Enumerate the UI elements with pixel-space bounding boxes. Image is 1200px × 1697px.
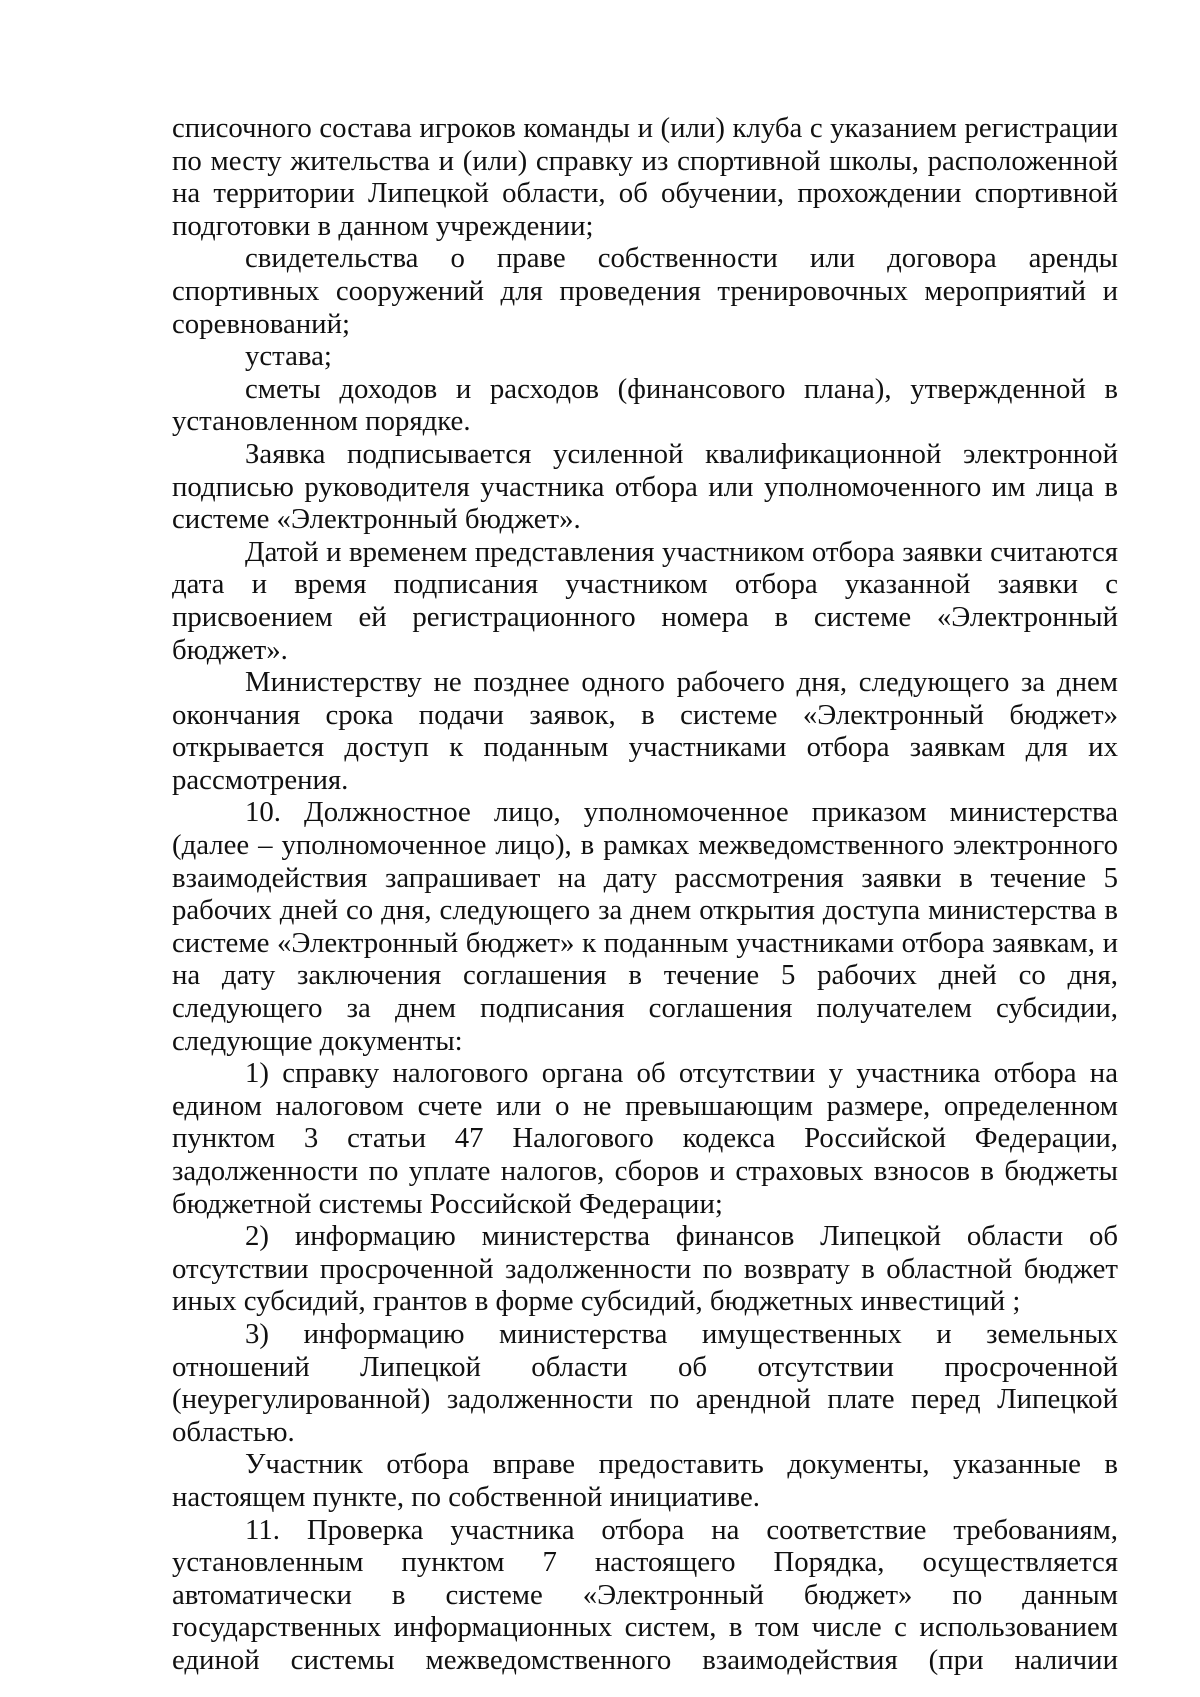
paragraph: 2) информацию министерства финансов Липецкой области об отсутствии просроченной задолженности по возврату в областной бюджет иных субсидий, грантов в форме субсидий, бюджетных инвестиций ; [172, 1220, 1118, 1318]
paragraph: Датой и временем представления участником отбора заявки считаются дата и время подписания участником отбора указанной заявки с присвоением ей регистрационного номера в системе «Электронный бюджет». [172, 535, 1118, 666]
paragraph: списочного состава игроков команды и (или) клуба с указанием регистрации по месту жительства и (или) справку из спортивной школы, расположенной на территории Липецкой области, об обучении, прохождении спортивной подготовки в данном учреждении; [172, 112, 1118, 242]
paragraph: свидетельства о праве собственности или договора аренды спортивных сооружений для проведения тренировочных мероприятий и соревнований; [172, 242, 1118, 340]
paragraph: сметы доходов и расходов (финансового плана), утвержденной в установленном порядке. [172, 372, 1118, 438]
paragraph: 11. Проверка участника отбора на соответствие требованиям, установленным пунктом 7 настоящего Порядка, осуществляется автоматически в системе «Электронный бюджет» по данным государственных информационных систем, в том числе с использованием единой системы межведомственного взаимодействия (при наличии [172, 1513, 1118, 1676]
paragraph: 1) справку налогового органа об отсутствии у участника отбора на едином налоговом счете или о не превышающим размере, определенном пунктом 3 статьи 47 Налогового кодекса Российской Федерации, задолженности по уплате налогов, сборов и страховых взносов в бюджеты бюджетной системы Российской Федерации; [172, 1057, 1118, 1220]
paragraph: Министерству не позднее одного рабочего дня, следующего за днем окончания срока подачи заявок, в системе «Электронный бюджет» открывается доступ к поданным участниками отбора заявкам для их рассмотрения. [172, 666, 1118, 796]
paragraph: устава; [245, 340, 332, 373]
paragraph: Участник отбора вправе предоставить документы, указанные в настоящем пункте, по собственной инициативе. [172, 1448, 1118, 1513]
document-body [172, 112, 1118, 1677]
paragraph: 10. Должностное лицо, уполномоченное приказом министерства (далее – уполномоченное лицо), в рамках межведомственного электронного взаимодействия запрашивает на дату рассмотрения заявки в течение 5 рабочих дней со дня, следующего за днем открытия доступа министерства в системе «Электронный бюджет» к поданным участниками отбора заявкам, и на дату заключения соглашения в течение 5 рабочих дней со дня, следующего за днем подписания соглашения получателем субсидии, следующие документы: [172, 796, 1118, 1057]
paragraph: Заявка подписывается усиленной квалификационной электронной подписью руководителя участника отбора или уполномоченного им лица в системе «Электронный бюджет». [172, 437, 1118, 536]
paragraph: 3) информацию министерства имущественных и земельных отношений Липецкой области об отсутствии просроченной (неурегулированной) задолженности по арендной плате перед Липецкой областью. [172, 1317, 1118, 1448]
